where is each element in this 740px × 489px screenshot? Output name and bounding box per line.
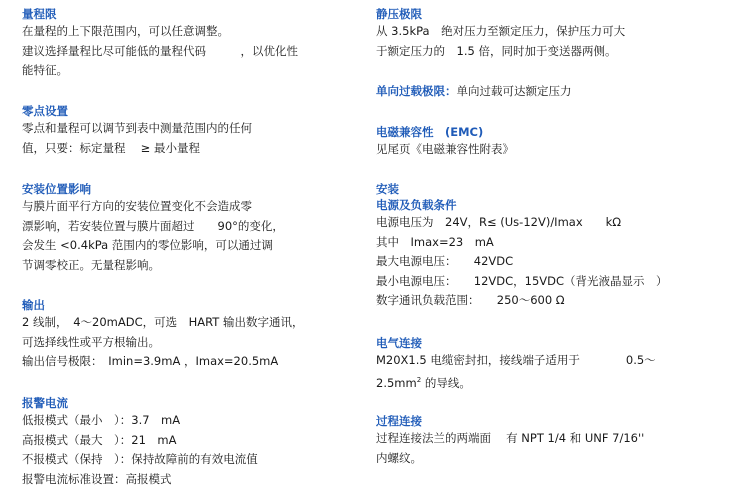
text-line: 零点和量程可以调节到表中测量范围内的任何: [22, 119, 352, 139]
section-electrical-connection: [376, 335, 726, 393]
text-line: 数字通讯负载范围： 250～600 Ω: [376, 291, 726, 311]
superscript: 2: [417, 376, 421, 384]
section-heading: 输出: [22, 297, 352, 313]
text-line-with-superscript: $2.5mm^2$ 的导线。: [376, 371, 726, 393]
section-overload-limit: [376, 82, 726, 102]
text-line: 在量程的上下限范围内，可以任意调整。: [22, 22, 352, 42]
section-installation: [376, 181, 726, 311]
text-line: 低报模式（最小 ）：3.7 mA: [22, 411, 352, 431]
text-line: 输出信号极限： Imin=3.9mA ，Imax=20.5mA: [22, 352, 352, 372]
text-line: 能特征。: [22, 61, 352, 81]
text-line: 建议选择量程比尽可能低的量程代码 ，以优化性: [22, 42, 352, 62]
text-inline: 单向过载可达额定压力: [457, 84, 572, 98]
section-heading: 单向过载极限：: [376, 84, 457, 98]
section-process-connection: [376, 413, 726, 468]
text-line: 漂影响，若安装位置与膜片面超过 90°的变化，: [22, 217, 352, 237]
text-line: 与膜片面平行方向的安装位置变化不会造成零: [22, 197, 352, 217]
text-line: 最大电源电压： 42VDC: [376, 252, 726, 272]
text-line: M20X1.5 电缆密封扣，接线端子适用于 0.5～: [376, 351, 726, 371]
section-heading: 过程连接: [376, 413, 726, 429]
section-heading: 安装: [376, 181, 726, 197]
text-line: 高报模式（最大 ）：21 mA: [22, 431, 352, 451]
section-heading: 电磁兼容性 (EMC): [376, 124, 726, 140]
section-emc: [376, 124, 726, 160]
text-line: 于额定压力的 1.5 倍，同时加于变送器两侧。: [376, 42, 726, 62]
section-mounting-effect: [22, 181, 352, 275]
section-heading: 静压极限: [376, 6, 726, 22]
overload-line: [376, 82, 726, 102]
section-range-limit: [22, 6, 352, 81]
text-line: 报警电流标准设置：高报模式: [22, 470, 352, 489]
section-heading: 安装位置影响: [22, 181, 352, 197]
text-line: 见尾页《电磁兼容性附表》: [376, 140, 726, 160]
section-heading: 报警电流: [22, 395, 352, 411]
text-line: 节调零校正。无量程影响。: [22, 256, 352, 276]
section-output: [22, 297, 352, 372]
text-line: 其中 Imax=23 mA: [376, 233, 726, 253]
text-line: 不报模式（保持 ）：保持故障前的有效电流值: [22, 450, 352, 470]
text-line: 值，只要：标定量程 ≥ 最小量程: [22, 139, 352, 159]
text-line: 内螺纹。: [376, 449, 726, 469]
text-line: 从 3.5kPa 绝对压力至额定压力，保护压力可大: [376, 22, 726, 42]
section-static-pressure-limit: [376, 6, 726, 61]
section-alarm-current: [22, 395, 352, 489]
text-line: 可选择线性或平方根输出。: [22, 333, 352, 353]
text-line: 2 线制， 4～20mADC，可选 HART 输出数字通讯，: [22, 313, 352, 333]
section-zero-setting: [22, 103, 352, 158]
text-line: 电源电压为 24V，R≤ (Us-12V)/Imax kΩ: [376, 213, 726, 233]
section-heading: 量程限: [22, 6, 352, 22]
section-subheading: 电源及负载条件: [376, 197, 726, 213]
section-heading: 电气连接: [376, 335, 726, 351]
section-heading: 零点设置: [22, 103, 352, 119]
text-line: 最小电源电压： 12VDC，15VDC（背光液晶显示 ）: [376, 272, 726, 292]
text-line: 会发生 <0.4kPa 范围内的零位影响，可以通过调: [22, 236, 352, 256]
text-line: 过程连接法兰的两端面 有 NPT 1/4 和 UNF 7/16'': [376, 429, 726, 449]
